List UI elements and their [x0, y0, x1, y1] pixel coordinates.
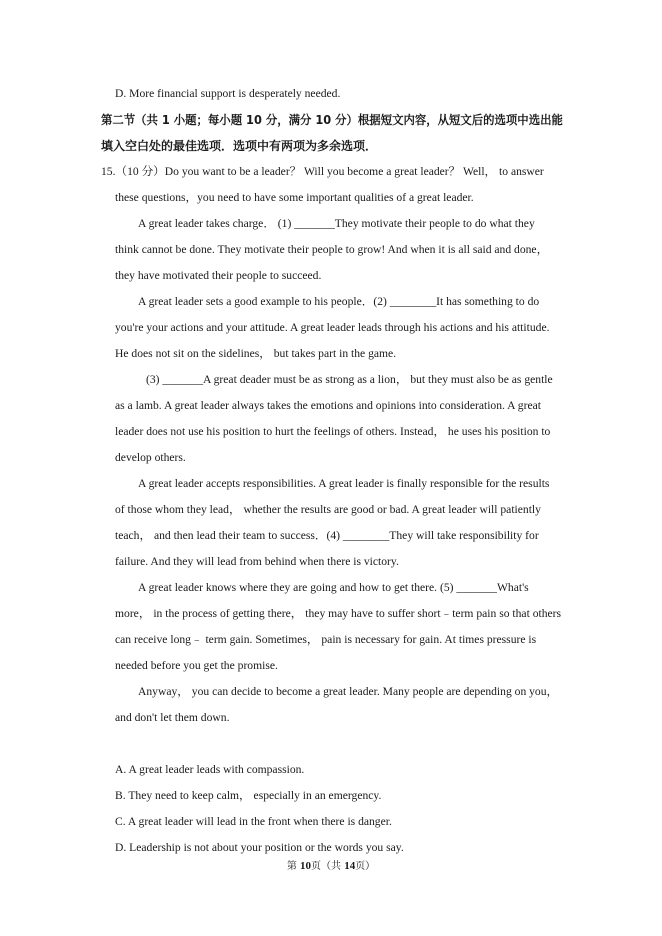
passage-p3-line1: (3) _______A great deader must be as strong as a lion， but they must also be as gentle [146, 373, 553, 386]
passage-p4-line3: teach， and then lead their team to success．(4) ________They will take responsibility for [115, 529, 539, 542]
footer-total-pages: 14 [344, 860, 356, 872]
footer-suffix: 页） [355, 861, 376, 872]
footer-page-number: 10 [300, 860, 311, 872]
passage-p5-line3: can receive long﹣ term gain. Sometimes， pain is necessary for gain. At times pressure is [115, 633, 537, 646]
passage-p6-line2: and don't let them down. [115, 711, 230, 724]
passage-p3-line4: develop others. [115, 451, 186, 464]
passage-p5-line4: needed before you get the promise. [115, 659, 278, 672]
option-a: A. A great leader leads with compassion. [115, 763, 305, 776]
page-footer [0, 860, 662, 873]
option-d: D. Leadership is not about your position or the words you say. [115, 841, 404, 854]
footer-prefix: 第 [286, 861, 300, 872]
footer-mid: 页（共 [311, 861, 345, 872]
passage-p4-line2: of those whom they lead， whether the results are good or bad. A great leader will patiently [115, 503, 541, 516]
passage-p3-line2: as a lamb. A great leader always takes the emotions and opinions into consideration. A great [115, 399, 541, 412]
passage-p5-line2: more， in the process of getting there， they may have to suffer short﹣term pain so that others [115, 607, 562, 620]
section-heading-line1: 第二节（共 1 小题；每小题 10 分，满分 10 分）根据短文内容，从短文后的选项中选出能 [101, 113, 563, 127]
option-b: B. They need to keep calm， especially in an emergency. [115, 789, 382, 802]
passage-p5-line1: A great leader knows where they are going and how to get there. (5) _______What's [138, 581, 529, 594]
option-c: C. A great leader will lead in the front when there is danger. [115, 815, 392, 828]
question-intro: these questions，you need to have some important qualities of a great leader. [115, 191, 474, 204]
passage-p4-line4: failure. And they will lead from behind when there is victory. [115, 555, 399, 568]
passage-p1-line1: A great leader takes charge． (1) _______They motivate their people to do what they [138, 217, 535, 230]
passage-p6-line1: Anyway， you can decide to become a great leader. Many people are depending on you， [138, 685, 559, 698]
passage-p2-line3: He does not sit on the sidelines， but takes part in the game. [115, 347, 397, 360]
passage-p1-line3: they have motivated their people to succeed. [115, 269, 322, 282]
passage-p4-line1: A great leader accepts responsibilities. A great leader is finally responsible for the results [138, 477, 550, 490]
passage-p3-line3: leader does not use his position to hurt the feelings of others. Instead， he uses his position to [115, 425, 551, 438]
passage-p2-line2: you're your actions and your attitude. A great leader leads through his actions and his attitude. [115, 321, 550, 334]
question-header: 15.（10 分）Do you want to be a leader？ Will you become a great leader？ Well， to answer [101, 165, 544, 178]
passage-p2-line1: A great leader sets a good example to his people．(2) ________It has something to do [138, 295, 540, 308]
passage-p1-line2: think cannot be done. They motivate their people to grow! And when it is all said and done， [115, 243, 549, 256]
section-heading-line2: 填入空白处的最佳选项．选项中有两项为多余选项． [101, 139, 378, 153]
previous-option-d: D. More financial support is desperately needed. [115, 87, 341, 100]
